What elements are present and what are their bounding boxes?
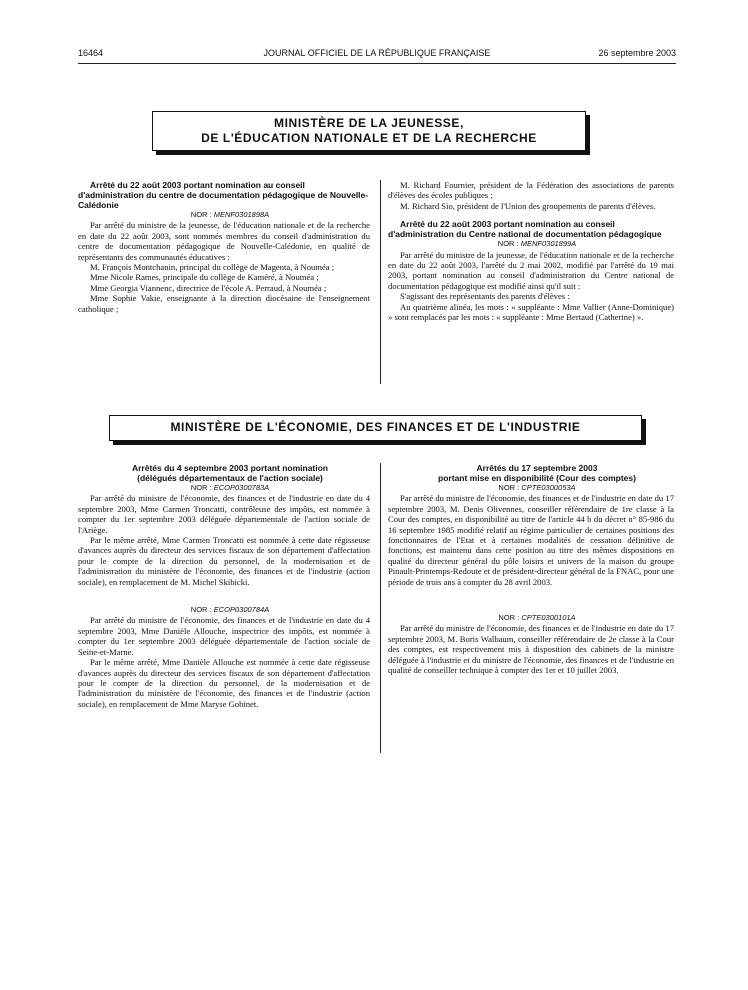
section2-left-column (78, 463, 370, 709)
nor-code: ECOP0300783A (213, 483, 270, 492)
nor-code: CPTE0300101A (521, 613, 576, 623)
ministry-heading-education (152, 111, 586, 151)
nor-reference: NOR : MENF0301899A (497, 239, 577, 249)
paragraph: Par arrêté du ministre de l'économie, des finances et de l'industrie en date du 17 septembre 2003, M. Denis Olivennes, conseiller référendaire de 1re classe à la Cour des comptes, en disponibilité au titre de l'article 44 b du décret n° 85-986 du 16 septembre 1985 modifié relatif au régime particulier de certaines positions des fonctionnaires de l'Etat et à certaines modalités de cessation définitive de fonctions, est maintenu dans cette position au titre des mêmes dispositions en qualité du directeur général du pôle loisirs et univers de la maison du groupe Pinault-Printemps-Redoute et de président-directeur général de la FNAC, pour une période de trois ans à compter du 28 avril 2003. (388, 493, 674, 587)
column-separator (380, 180, 381, 384)
nor-reference: NOR : ECOP0300784A (190, 605, 270, 615)
running-header (78, 48, 676, 62)
article-title-line-1: Arrêtés du 17 septembre 2003 (476, 463, 598, 473)
section1-left-column (78, 180, 370, 314)
paragraph: M. Richard Sio, président de l'Union des groupements de parents d'élèves. (400, 200, 656, 211)
paragraph: Par le même arrêté, Mme Danièle Allouche est nommée à cette date régisseuse d'avances auprès du directeur des services fiscaux de son département d'affectation pour le compte de la direction du personnel, de la modernisation et de l'administration du ministère de l'économie, des finances et de l'industrie (action sociale), en remplacement de Mme Maryse Gobinet. (78, 657, 370, 709)
ministry-line-1: MINISTÈRE DE LA JEUNESSE, (274, 116, 464, 130)
paragraph: Mme Sophie Vakie, enseignante à la direction diocésaine de l'enseignement catholique ; (78, 293, 370, 314)
journal-title: JOURNAL OFFICIEL DE LA RÉPUBLIQUE FRANÇAISE (263, 48, 491, 58)
ministry-line-2: DE L'ÉDUCATION NATIONALE ET DE LA RECHERCHE (201, 131, 537, 145)
nor-reference: NOR : CPTE0300101A (498, 613, 576, 623)
nor-reference: NOR : MENF0301898A (190, 210, 270, 219)
article-title-line-2: (délégués départementaux de l'action sociale) (137, 473, 323, 483)
column-separator (380, 463, 381, 753)
nor-code: ECOP0300784A (213, 605, 270, 615)
paragraph: Par arrêté du ministre de l'économie, des finances et de l'industrie en date du 4 septembre 2003, Mme Carmen Troncatti, contrôleuse des impôts, est nommée à compter du 1er septembre 2003 déléguée départementale de l'action sociale de l'Ariège. (78, 493, 370, 535)
nor-code: MENF0301898A (213, 210, 270, 219)
nor-code: CPTE0300053A (521, 483, 576, 492)
paragraph: Par arrêté du ministre de l'économie, des finances et de l'industrie en date du 4 septembre 2003, Mme Danièle Allouche, inspectrice des impôts, est nommée à compter du 1er septembre 2003 déléguée départementale de l'action sociale de Seine-et-Marne. (78, 615, 370, 657)
section2-right-column (388, 463, 674, 676)
article-title: Arrêté du 22 août 2003 portant nomination au conseil d'administration du centre de documentation pédagogique de Nouvelle-Calédonie (78, 180, 369, 210)
paragraph: M. Richard Fournier, président de la Fédération des associations de parents d'élèves des écoles publiques ; (388, 180, 674, 201)
paragraph: Mme Georgia Viannenc, directrice de l'école A. Perraud, à Nouméa ; (90, 282, 327, 293)
issue-date: 26 septembre 2003 (598, 48, 676, 58)
nor-code: MENF0301899A (520, 239, 577, 249)
nor-reference: NOR : CPTE0300053A (498, 483, 576, 492)
page-number: 16464 (78, 48, 104, 58)
header-rule (78, 63, 676, 64)
paragraph: Par le même arrêté, Mme Carmen Troncatti est nommée à cette date régisseuse d'avances auprès du directeur des services fiscaux de son département d'affectation pour le compte de la direction du personnel, de la modernisation et de l'administration du ministère de l'économie, des finances et de l'industrie (action sociale), en remplacement de M. Michel Skibicki. (78, 535, 370, 587)
article-title: Arrêté du 22 août 2003 portant nomination au conseil d'administration du Centre national de documentation pédagogique (388, 219, 662, 240)
paragraph: S'agissant des représentants des parents d'élèves : (400, 291, 570, 302)
article-title-line-1: Arrêtés du 4 septembre 2003 portant nomination (131, 463, 329, 473)
ministry-title: MINISTÈRE DE L'ÉCONOMIE, DES FINANCES ET DE L'INDUSTRIE (170, 420, 581, 434)
ministry-heading-economy (109, 415, 642, 441)
article-title-line-2: portant mise en disponibilité (Cour des comptes) (438, 473, 636, 483)
section1-right-column (388, 180, 674, 322)
paragraph: Par arrêté du ministre de la jeunesse, de l'éducation nationale et de la recherche en date du 22 août 2003, l'arrêté du 2 mai 2002, modifié par l'arrêté du 19 mai 2003, portant nomination au conseil d'administration du Centre national de documentation pédagogique est modifié ainsi qu'il suit : (388, 249, 674, 291)
paragraph: Mme Nicole Rames, principale du collège de Kaméré, à Nouméa ; (90, 272, 319, 283)
paragraph: Par arrêté du ministre de la jeunesse, de l'éducation nationale et de la recherche en date du 22 août 2003, sont nommés membres du conseil d'administration du centre de documentation pédagogique de Nouvelle-Calédonie, en qualité de représentants des communautés éducatives : (78, 220, 370, 262)
paragraph: Par arrêté du ministre de l'économie, des finances et de l'industrie en date du 17 septembre 2003, M. Boris Walbaum, conseiller référendaire de 2e classe à la Cour des comptes, est respectivement mis à disposition des cabinets de la ministre déléguée à l'industrie et du ministre de l'économie, des finances et de l'industrie en qualité de conseiller technique à compter des 1er et 10 juillet 2003. (388, 623, 674, 676)
paragraph: M. François Montchanin, principal du collège de Magenta, à Nouméa ; (90, 262, 335, 273)
paragraph: Au quatrième alinéa, les mots : « suppléante : Mme Vallier (Anne-Dominique) » sont remplacés par les mots : « suppléante : Mme Bertaud (Catherine) ». (388, 301, 674, 323)
nor-reference: NOR : ECOP0300783A (190, 483, 270, 492)
